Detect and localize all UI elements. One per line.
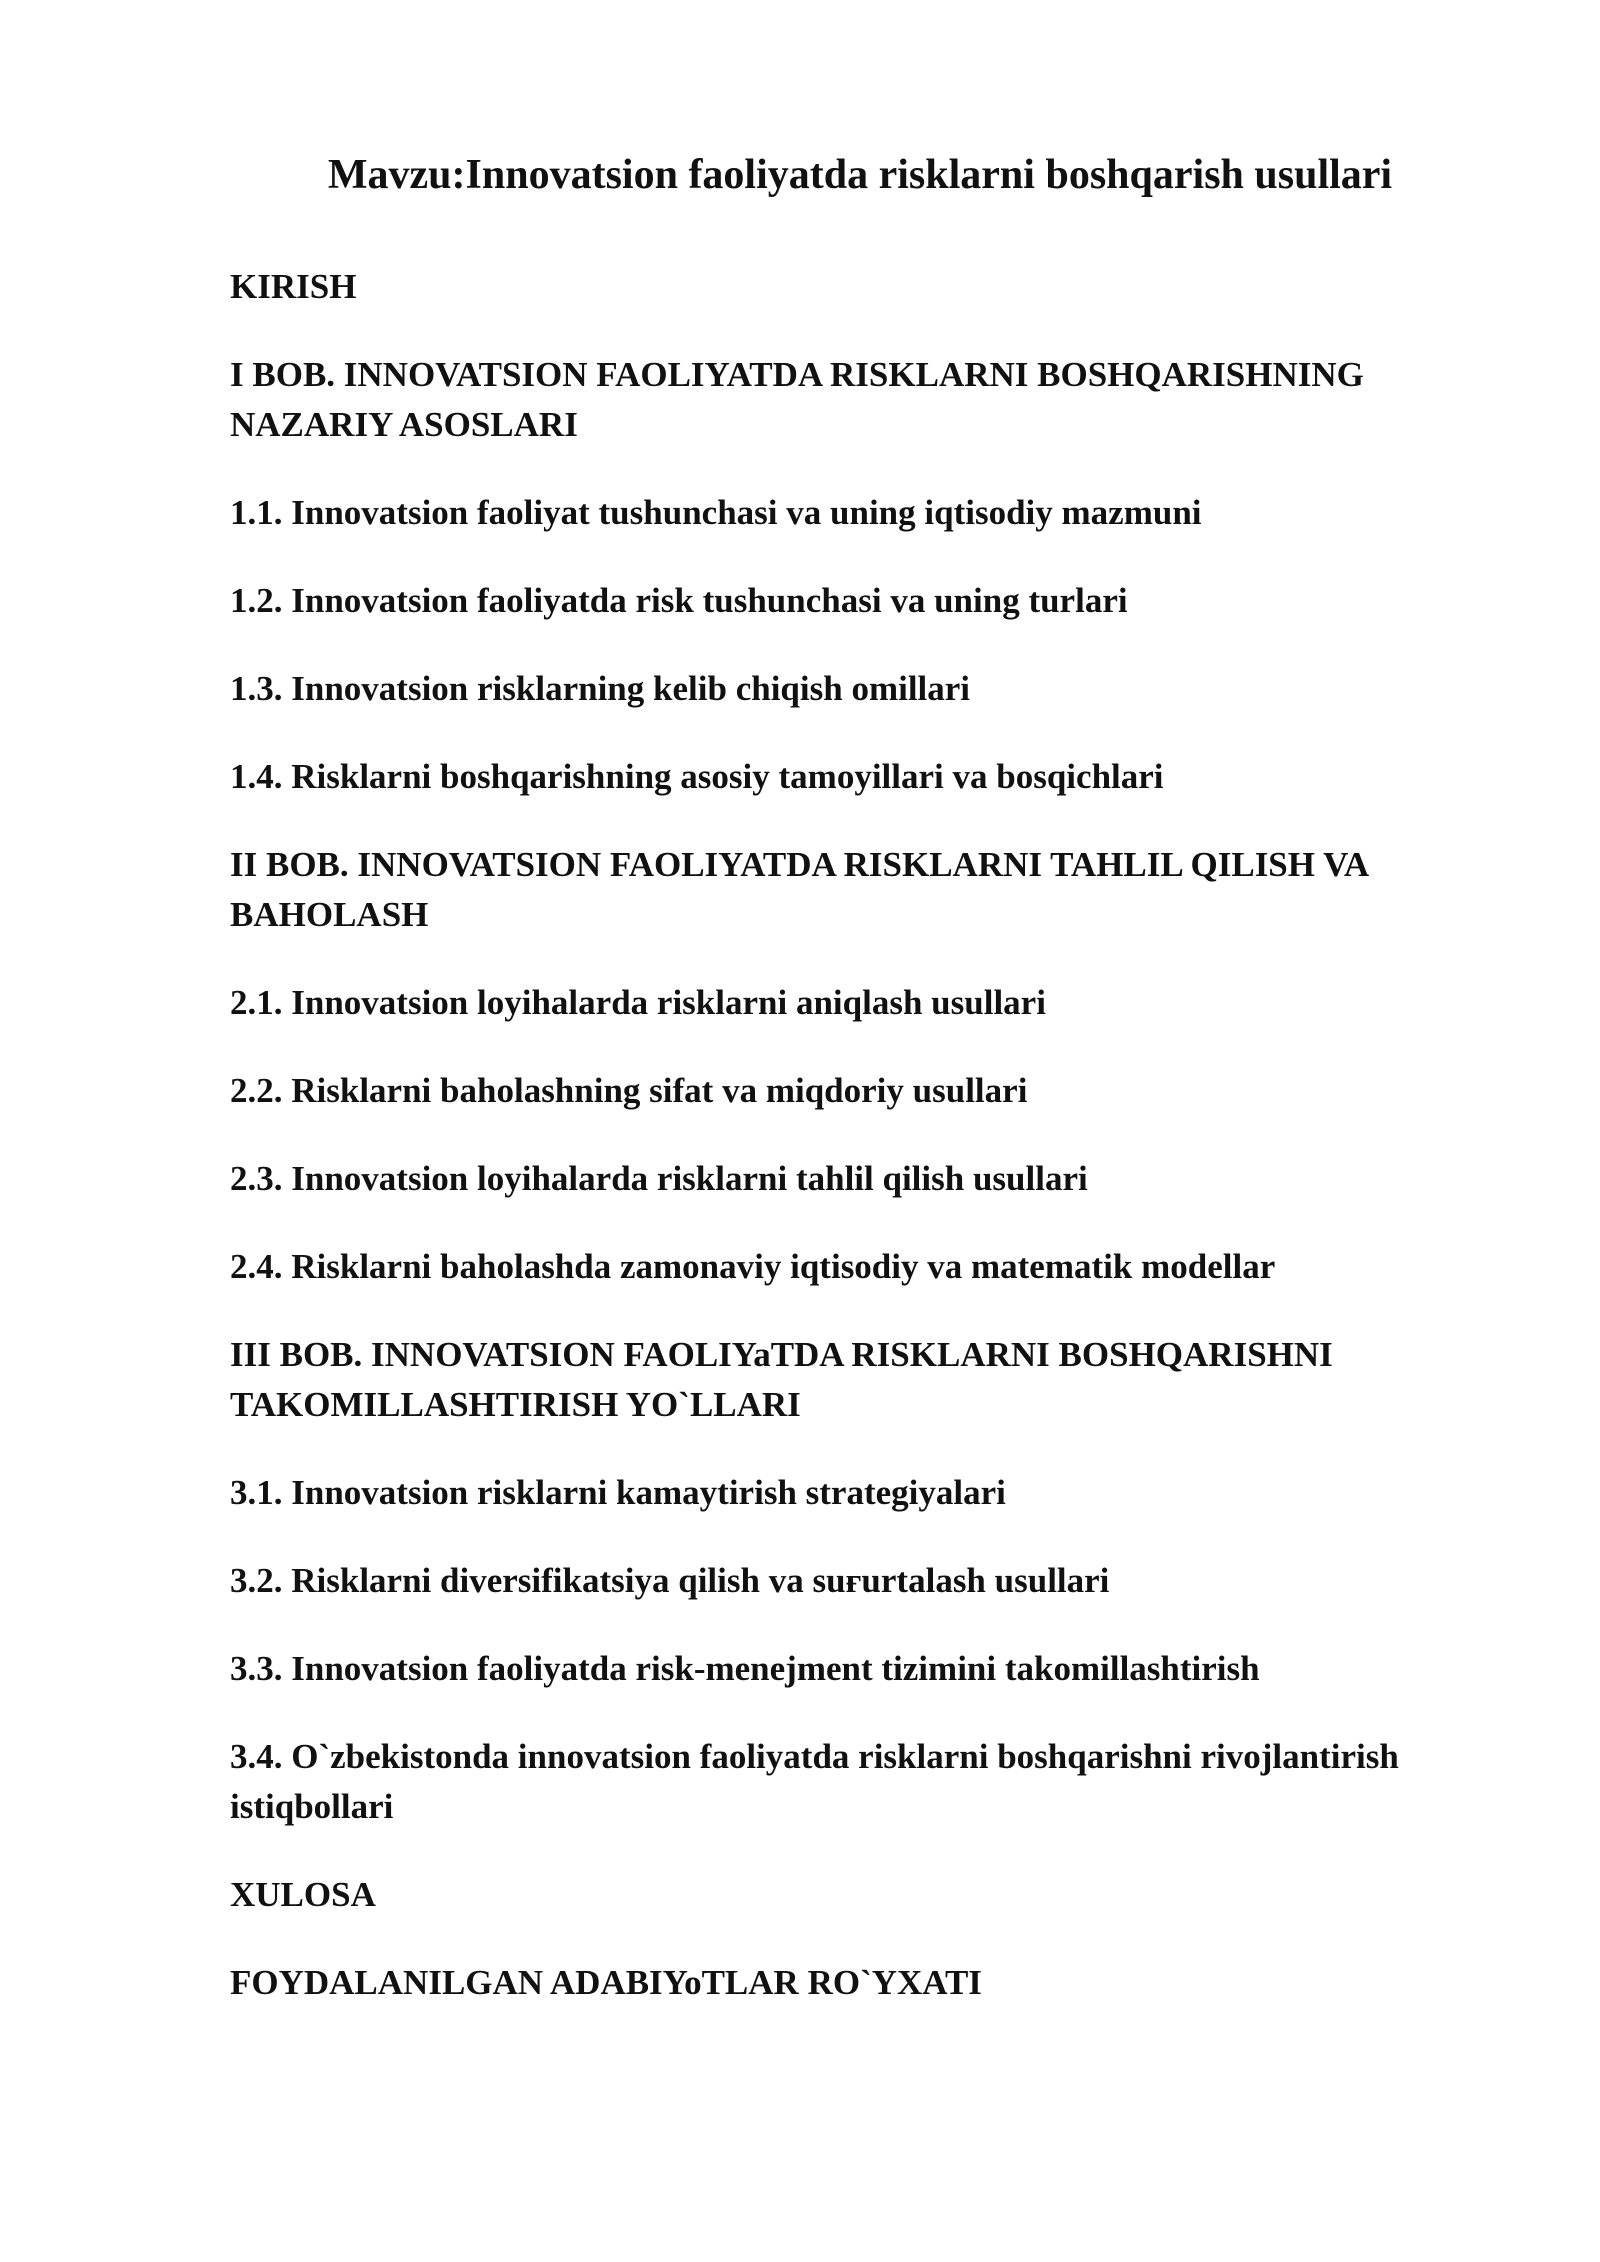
toc-item-2-1: 2.1. Innovatsion loyihalarda risklarni aniqlash usullari <box>230 983 1046 1022</box>
toc-item-2-3: 2.3. Innovatsion loyihalarda risklarni tahlil qilish usullari <box>230 1159 1088 1198</box>
toc-item-kirish: KIRISH <box>230 267 357 306</box>
table-of-contents <box>230 262 1530 2046</box>
toc-item-1-4: 1.4. Risklarni boshqarishning asosiy tamoyillari va bosqichlari <box>230 757 1164 796</box>
toc-item-chapter-2: II BOB. INNOVATSION FAOLIYATDA RISKLARNI TAHLIL QILISH VA BAHOLASH <box>230 845 1368 934</box>
toc-item-chapter-1: I BOB. INNOVATSION FAOLIYATDA RISKLARNI BOSHQARISHNING NAZARIY ASOSLARI <box>230 355 1364 444</box>
toc-item-1-2: 1.2. Innovatsion faoliyatda risk tushunchasi va uning turlari <box>230 581 1128 620</box>
page-title: Mavzu:Innovatsion faoliyatda risklarni boshqarish usullari <box>327 152 1393 198</box>
toc-item-3-2: 3.2. Risklarni diversifikatsiya qilish va suғurtalash usullari <box>230 1561 1110 1600</box>
toc-item-3-4: 3.4. O`zbekistonda innovatsion faoliyatda risklarni boshqarishni rivojlantirish istiqbollari <box>230 1737 1399 1826</box>
toc-item-3-3: 3.3. Innovatsion faoliyatda risk-menejment tizimini takomillashtirish <box>230 1649 1260 1688</box>
toc-item-2-2: 2.2. Risklarni baholashning sifat va miqdoriy usullari <box>230 1071 1028 1110</box>
toc-item-1-1: 1.1. Innovatsion faoliyat tushunchasi va uning iqtisodiy mazmuni <box>230 493 1202 532</box>
toc-item-xulosa: XULOSA <box>230 1875 376 1914</box>
toc-item-chapter-3: III BOB. INNOVATSION FAOLIYaTDA RISKLARNI BOSHQARISHNI TAKOMILLASHTIRISH YO`LLARI <box>230 1335 1333 1424</box>
toc-item-1-3: 1.3. Innovatsion risklarning kelib chiqish omillari <box>230 669 971 708</box>
toc-item-references: FOYDALANILGAN ADABIYoTLAR RO`YXATI <box>230 1963 982 2002</box>
toc-item-3-1: 3.1. Innovatsion risklarni kamaytirish strategiyalari <box>230 1473 1006 1512</box>
toc-item-2-4: 2.4. Risklarni baholashda zamonaviy iqtisodiy va matematik modellar <box>230 1247 1276 1286</box>
